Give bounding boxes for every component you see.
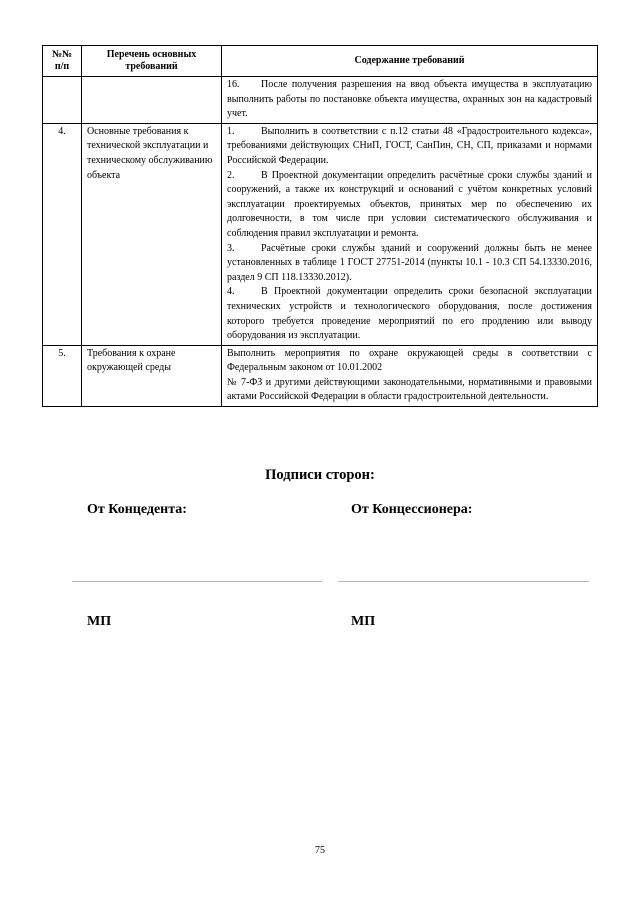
paragraph-text: После получения разрешения на ввод объекта имущества в эксплуатацию выполнить работы по постановке объекта имущества, охранных зон на кадастровый учет. [227, 79, 592, 120]
paragraph-text: В Проектной документации определить сроки безопасной эксплуатации технических устройств и технологического оборудования, после достижения которого требуется проведение мероприятий по его продлению или выводу оборудования из эксплуатации. [227, 286, 592, 342]
signatures-title: Подписи сторон: [265, 467, 375, 483]
paragraph-text: Выполнить мероприятия по охране окружающей среды в соответствии с Федеральным законом от 10.01.2002 [227, 347, 592, 374]
header-number: №№ п/п [43, 46, 82, 77]
paragraph-text: В Проектной документации определить расчётные сроки службы зданий и сооружений, а также их конструкций и оснований с учётом конкретных условий эксплуатации проектируемых объектов, принятых мер по обеспечению их долговечности, в том числе при условии систематического обслуживания и соблюдения правил эксплуатации и ремонта. [227, 169, 592, 239]
header-requirements-content: Содержание требований [222, 46, 598, 77]
paragraph-text: Выполнить в соответствии с п.12 статьи 48 «Градостроительного кодекса», требованиями действующих СНиП, ГОСТ, СанПин, СН, СП, приказами и нормами Российской Федерации. [227, 125, 592, 166]
paragraph-text: № 7-ФЗ и другими действующими законодательными, нормативными и правовыми актами Российской Федерации в области градостроительной деятельности. [227, 376, 592, 403]
content-paragraph [227, 376, 592, 405]
table-row [43, 77, 598, 124]
table-row [43, 345, 598, 406]
row-number: 4. [43, 123, 82, 345]
grantor-label: От Концедента: [87, 502, 187, 517]
paragraph-text: Расчётные сроки службы зданий и сооружений должны быть не менее установленных в таблице 1 ГОСТ 27751-2014 (пункты 10.1 - 10.3 СП 54.13330.2016, раздел 9 СП 118.13330.2012). [227, 242, 592, 283]
row-number [43, 77, 82, 124]
concessionaire-label: От Концессионера: [351, 502, 473, 517]
paragraph-number: 1. [227, 125, 235, 137]
row-title: Основные требования к технической эксплуатации и техническому обслуживанию объекта [82, 123, 222, 345]
content-paragraph [227, 347, 592, 376]
content-paragraph [227, 285, 592, 343]
content-paragraph [227, 125, 592, 169]
table-header-row [43, 46, 598, 77]
grantor-seal-label: МП [87, 614, 112, 629]
concessionaire-signature-line [338, 581, 589, 582]
row-title [82, 77, 222, 124]
content-paragraph [227, 169, 592, 242]
header-requirements-list: Перечень основных требований [82, 46, 222, 77]
row-title: Требования к охране окружающей среды [82, 345, 222, 406]
content-paragraph [227, 242, 592, 286]
table-row [43, 123, 598, 345]
row-number: 5. [43, 345, 82, 406]
row-content [222, 77, 598, 124]
paragraph-number: 16. [227, 79, 240, 90]
page-number: 75 [315, 845, 325, 856]
paragraph-number: 4. [227, 286, 235, 298]
grantor-signature-line [72, 581, 322, 582]
concessionaire-seal-label: МП [351, 614, 376, 629]
requirements-table [42, 45, 598, 407]
row-content [222, 123, 598, 345]
content-paragraph [227, 78, 592, 122]
row-content [222, 345, 598, 406]
paragraph-number: 2. [227, 169, 235, 181]
paragraph-number: 3. [227, 242, 235, 254]
